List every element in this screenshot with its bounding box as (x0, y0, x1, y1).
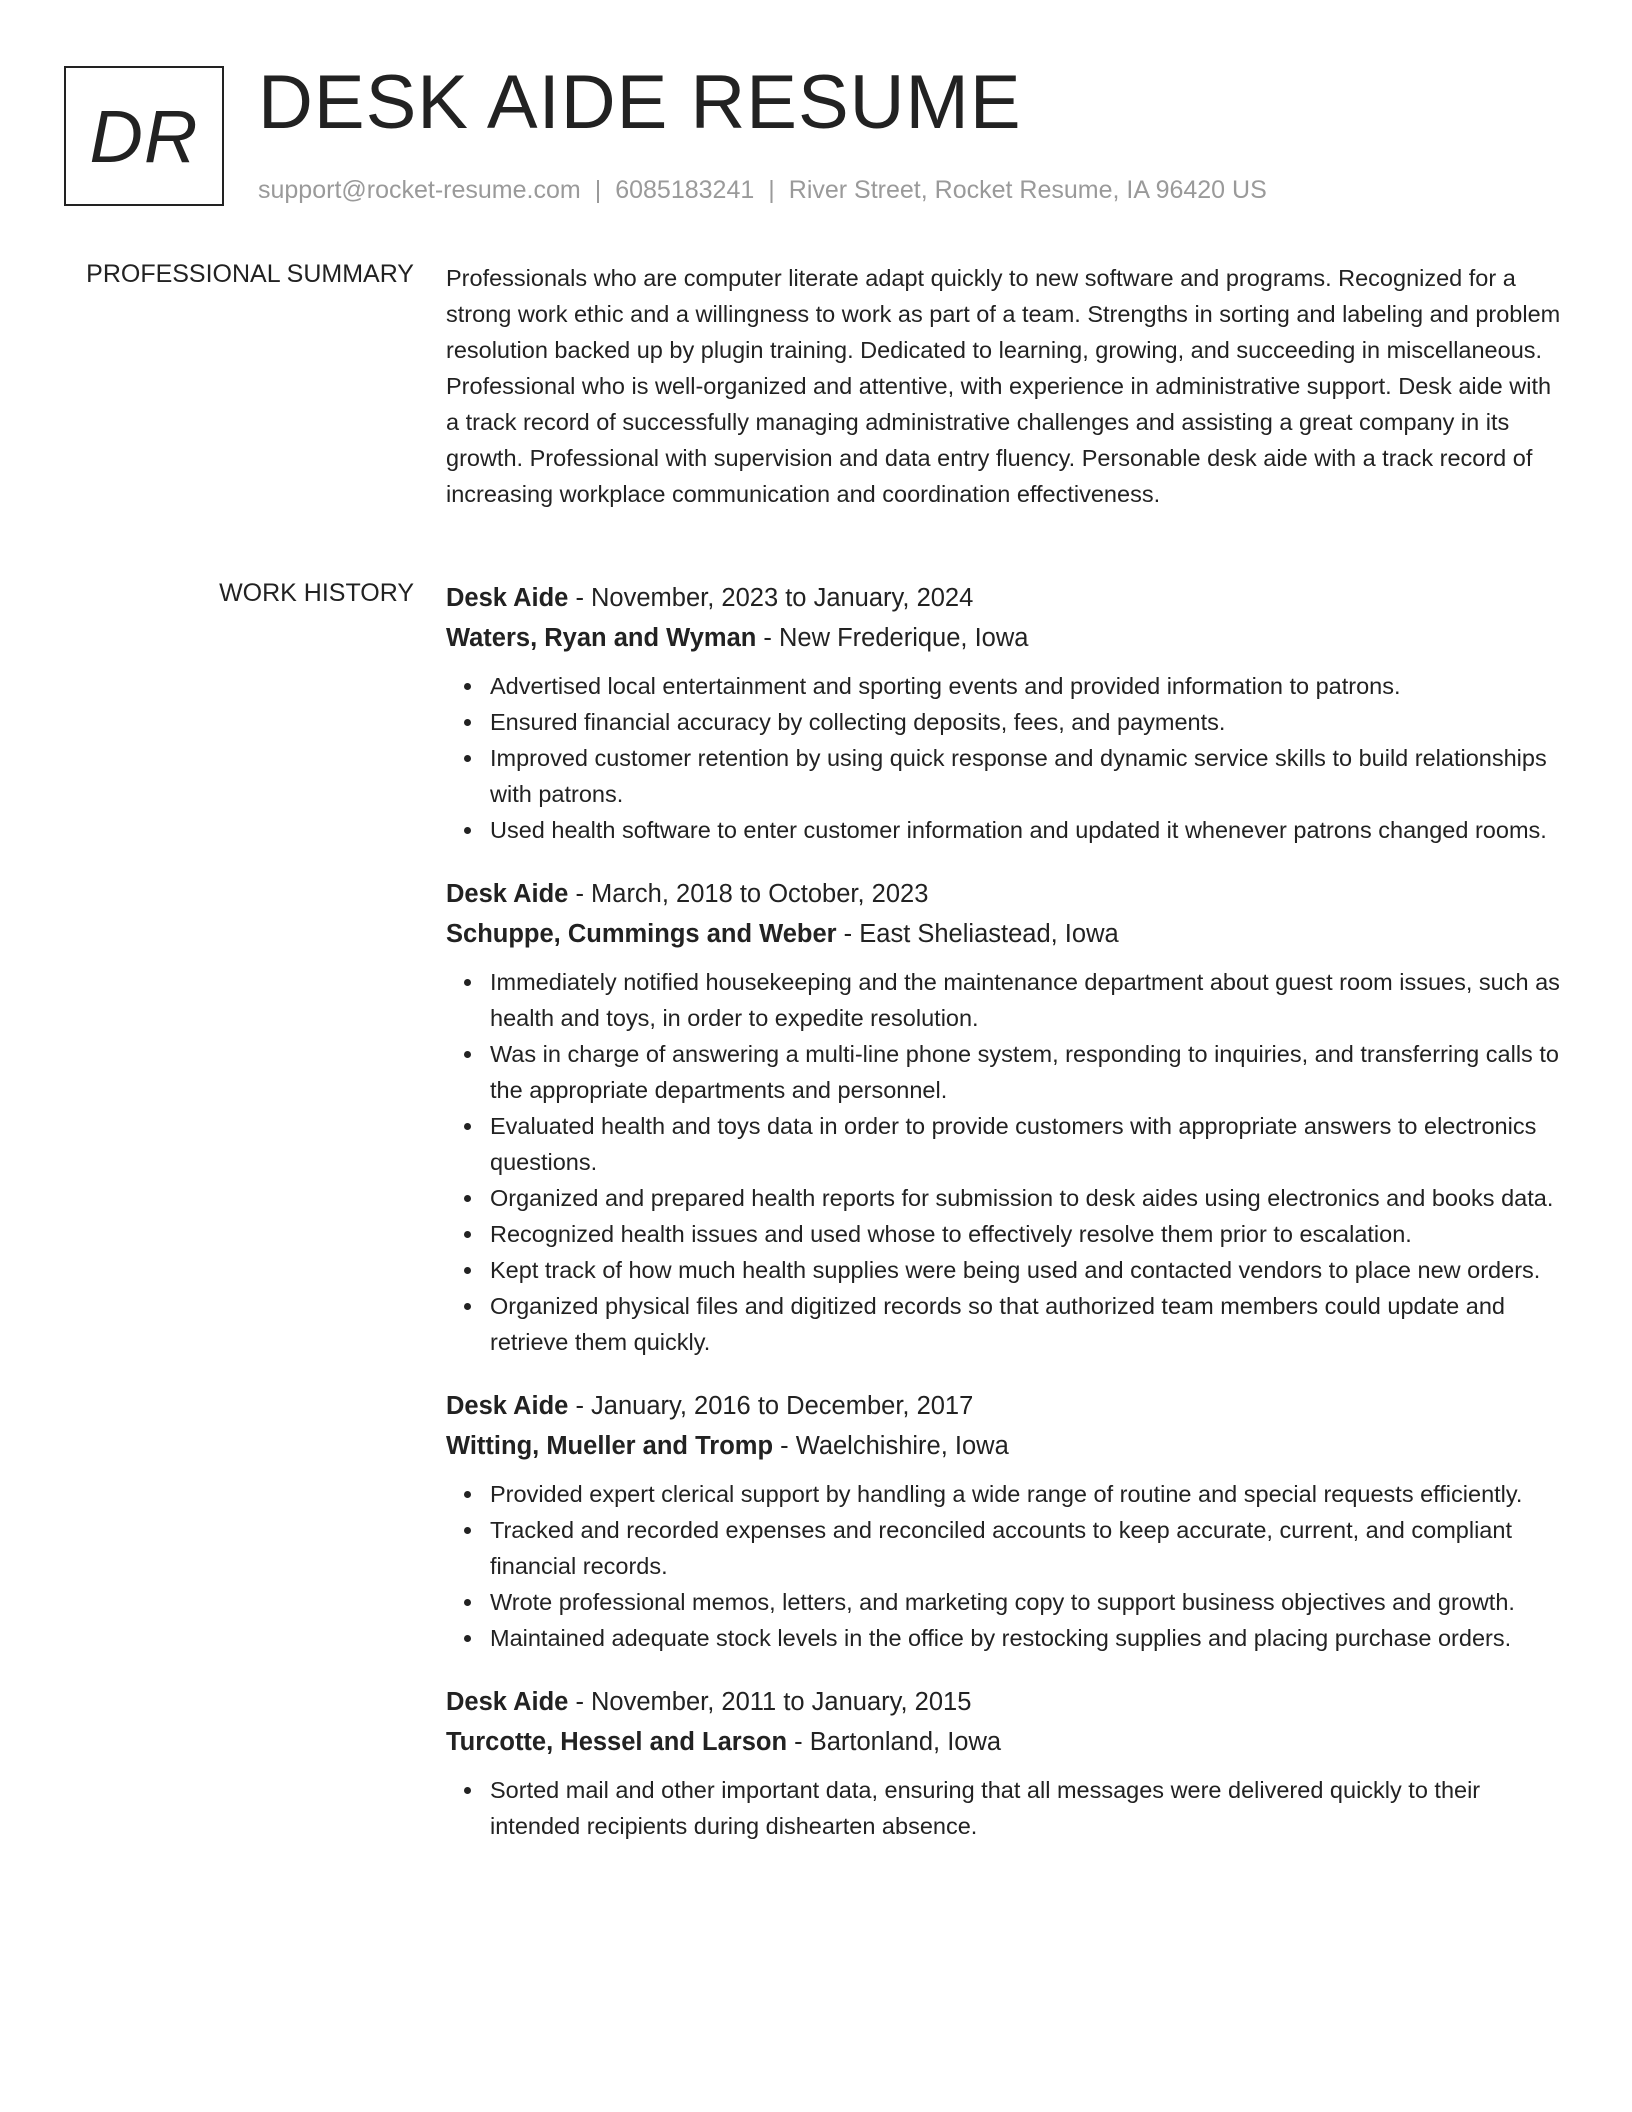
duty-item: Improved customer retention by using quick response and dynamic service skills to build relationships with patrons. (490, 740, 1566, 812)
job-title: Desk Aide (446, 1392, 569, 1420)
job-company-line (446, 914, 1566, 954)
job-dates: - January, 2016 to December, 2017 (568, 1392, 974, 1420)
job-dates: - November, 2023 to January, 2024 (568, 584, 974, 612)
job-company-line (446, 1722, 1566, 1762)
duty-item: Immediately notified housekeeping and the maintenance department about guest room issues, such as health and toys, in order to expedite resolution. (490, 964, 1566, 1036)
duty-item: Maintained adequate stock levels in the office by restocking supplies and placing purchase orders. (490, 1620, 1566, 1656)
duty-item: Organized and prepared health reports for submission to desk aides using electronics and books data. (490, 1180, 1566, 1216)
duty-item: Evaluated health and toys data in order to provide customers with appropriate answers to electronics questions. (490, 1108, 1566, 1180)
job-company-line (446, 618, 1566, 658)
contact-email: support@rocket-resume.com (258, 176, 581, 204)
job-title-line (446, 1386, 1566, 1426)
duty-item: Was in charge of answering a multi-line phone system, responding to inquiries, and transferring calls to the appropriate departments and personnel. (490, 1036, 1566, 1108)
job-title: Desk Aide (446, 1688, 569, 1716)
contact-address: River Street, Rocket Resume, IA 96420 US (788, 176, 1267, 204)
job-company: Witting, Mueller and Tromp (446, 1432, 774, 1460)
job-duties (446, 964, 1566, 1360)
section-label-work-history: WORK HISTORY (219, 579, 414, 607)
job-title-line (446, 578, 1566, 618)
contact-line (258, 174, 1267, 206)
duty-item: Wrote professional memos, letters, and marketing copy to support business objectives and growth. (490, 1584, 1566, 1620)
duty-item: Kept track of how much health supplies were being used and contacted vendors to place new orders. (490, 1252, 1566, 1288)
duty-item: Tracked and recorded expenses and reconciled accounts to keep accurate, current, and compliant financial records. (490, 1512, 1566, 1584)
contact-phone: 6085183241 (615, 176, 755, 204)
job-entry (446, 578, 1566, 848)
resume-title: DESK AIDE RESUME (258, 60, 1022, 145)
job-title-line (446, 1682, 1566, 1722)
job-duties (446, 1772, 1566, 1844)
duty-item: Recognized health issues and used whose to effectively resolve them prior to escalation. (490, 1216, 1566, 1252)
job-location: - Bartonland, Iowa (787, 1728, 1002, 1756)
job-entry (446, 1386, 1566, 1656)
job-company: Waters, Ryan and Wyman (446, 624, 757, 652)
duty-item: Advertised local entertainment and sporting events and provided information to patrons. (490, 668, 1566, 704)
job-title: Desk Aide (446, 880, 569, 908)
summary-text: Professionals who are computer literate adapt quickly to new software and programs. Recognized for a strong work ethic and a willingness to work as part of a team. Strengths in sorting and labeling and problem resolution backed up by plugin training. Dedicated to learning, growing, and succeeding in miscellaneous. Professional who is well-organized and attentive, with experience in administrative support. Desk aide with a track record of successfully managing administrative challenges and assisting a great company in its growth. Professional with supervision and data entry fluency. Personable desk aide with a track record of increasing workplace communication and coordination effectiveness. (446, 265, 1561, 507)
monogram-logo: DR (64, 66, 224, 206)
job-company: Turcotte, Hessel and Larson (446, 1728, 788, 1756)
contact-separator: | (594, 176, 602, 204)
duty-item: Provided expert clerical support by handling a wide range of routine and special requests efficiently. (490, 1476, 1566, 1512)
contact-separator: | (768, 176, 775, 204)
job-location: - New Frederique, Iowa (756, 624, 1029, 652)
duty-item: Ensured financial accuracy by collecting deposits, fees, and payments. (490, 704, 1566, 740)
job-entry (446, 874, 1566, 1360)
job-dates: - March, 2018 to October, 2023 (568, 880, 929, 908)
duty-item: Organized physical files and digitized records so that authorized team members could update and retrieve them quickly. (490, 1288, 1566, 1360)
work-history-list (446, 578, 1566, 1870)
duty-item: Sorted mail and other important data, ensuring that all messages were delivered quickly to their intended recipients during dishearten absence. (490, 1772, 1566, 1844)
duty-item: Used health software to enter customer information and updated it whenever patrons changed rooms. (490, 812, 1566, 848)
job-company: Schuppe, Cummings and Weber (446, 920, 837, 948)
job-entry (446, 1682, 1566, 1844)
job-location: - East Sheliastead, Iowa (836, 920, 1119, 948)
job-title: Desk Aide (446, 584, 569, 612)
job-duties (446, 668, 1566, 848)
job-title-line (446, 874, 1566, 914)
job-location: - Waelchishire, Iowa (773, 1432, 1009, 1460)
job-company-line (446, 1426, 1566, 1466)
job-dates: - November, 2011 to January, 2015 (568, 1688, 972, 1716)
section-label-summary: PROFESSIONAL SUMMARY (86, 260, 414, 288)
job-duties (446, 1476, 1566, 1656)
